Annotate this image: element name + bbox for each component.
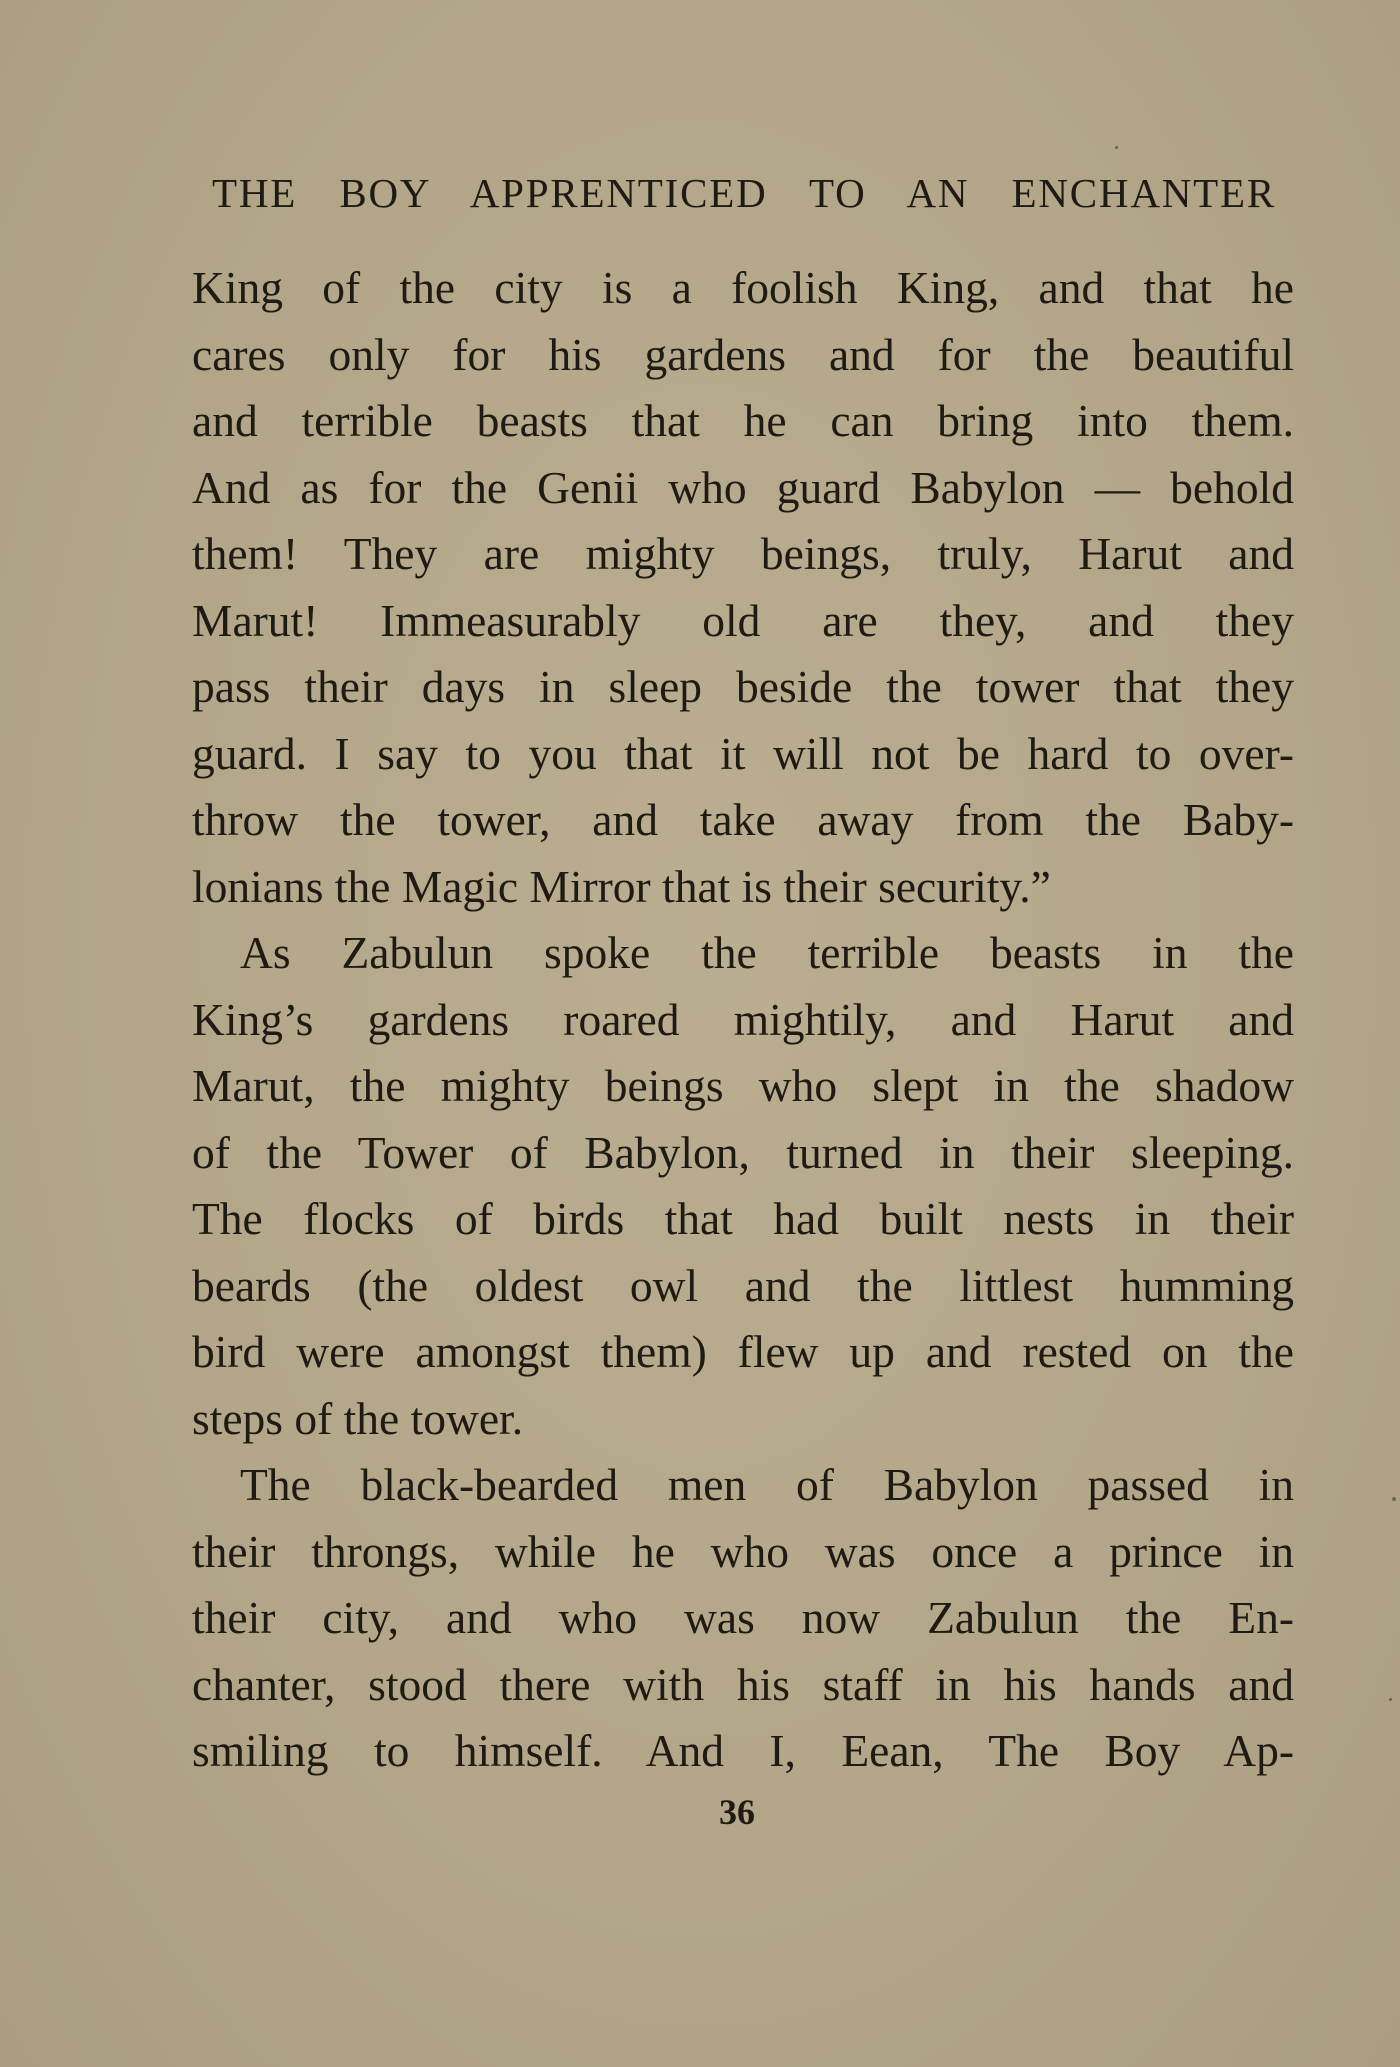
text-line: cares only for his gardens and for the beautiful <box>192 328 1294 380</box>
text-line: chanter, stood there with his staff in his hands and <box>192 1658 1294 1710</box>
text-line: their throngs, while he who was once a prince in <box>192 1525 1294 1577</box>
text-line: beards (the oldest owl and the littlest humming <box>192 1259 1294 1311</box>
text-line: As Zabulun spoke the terrible beasts in the <box>240 927 1294 978</box>
page-number: 36 <box>719 1792 755 1832</box>
paper-speck <box>1389 1698 1392 1701</box>
text-line: throw the tower, and take away from the Baby- <box>192 794 1294 845</box>
text-line: King of the city is a foolish King, and that he <box>192 262 1294 313</box>
text-line: guard. I say to you that it will not be hard to over- <box>192 727 1294 779</box>
text-line: steps of the tower. <box>192 1392 524 1444</box>
text-line: The black-bearded men of Babylon passed in <box>240 1459 1294 1510</box>
text-line: The flocks of birds that had built nests in their <box>192 1193 1294 1244</box>
body-text <box>192 255 1294 1785</box>
text-line: pass their days in sleep beside the tower that they <box>192 661 1294 712</box>
text-line: bird were amongst them) flew up and rested on the <box>192 1326 1294 1377</box>
text-line: their city, and who was now Zabulun the En- <box>192 1592 1294 1643</box>
text-line: lonians the Magic Mirror that is their security.” <box>192 860 1051 912</box>
text-line: smiling to himself. And I, Eean, The Boy Ap- <box>192 1725 1294 1776</box>
text-line: of the Tower of Babylon, turned in their sleeping. <box>192 1126 1294 1178</box>
text-line: Marut, the mighty beings who slept in the shadow <box>192 1060 1294 1111</box>
paper-speck <box>1392 1497 1396 1501</box>
text-line: and terrible beasts that he can bring into them. <box>192 395 1294 446</box>
text-line: them! They are mighty beings, truly, Harut and <box>192 528 1294 579</box>
text-line: King’s gardens roared mightily, and Harut and <box>192 993 1294 1045</box>
text-line: Marut! Immeasurably old are they, and they <box>192 594 1294 646</box>
text-line: And as for the Genii who guard Babylon — behold <box>192 461 1294 513</box>
paper-speck <box>1115 146 1118 149</box>
running-head: THE BOY APPRENTICED TO AN ENCHANTER <box>212 170 1276 216</box>
